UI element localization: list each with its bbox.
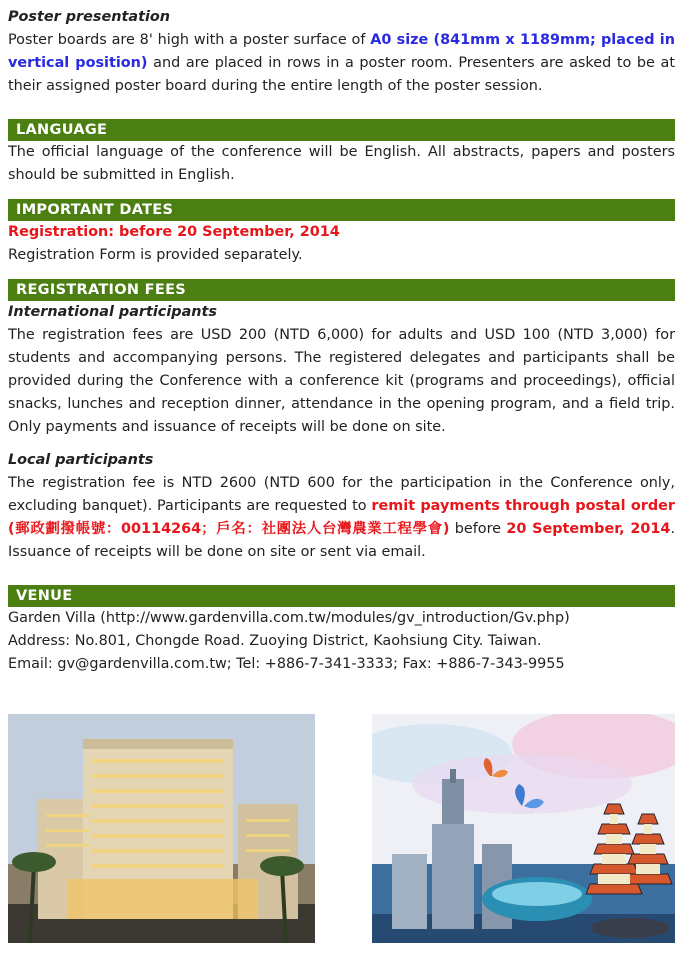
local-heading: Local participants [8, 452, 154, 468]
dates-header: IMPORTANT DATES [8, 199, 675, 221]
poster-text-1: Poster boards are 8' high with a poster surface of [8, 32, 371, 48]
venue-contact: Email: gv@gardenvilla.com.tw; Tel: +886-7-341-3333; Fax: +886-7-343-9955 [8, 656, 565, 672]
local-deadline: 20 September, 2014 [506, 521, 671, 537]
poster-text-2: and are placed in rows in a poster room. Presenters are asked to be at their assigned poster board during the entire length of the poster session. [8, 55, 675, 94]
intl-heading: International participants [8, 304, 217, 320]
local-text-3: . Issuance of receipts will be done on site or sent via email. [8, 521, 676, 560]
venue-header: VENUE [8, 585, 675, 607]
postal-order-highlight: remit payments through postal order (郵政劃撥帳號：00114264；戶名：社團法人台灣農業工程學會) [8, 498, 675, 537]
intl-text: The registration fees are USD 200 (NTD 6,000) for adults and USD 100 (NTD 3,000) for students and accompanying persons. The registered delegates and participants shall be provided during the Conference with a conference kit (programs and proceedings), official snacks, lunches and reception dinner, attendance in the opening program, and a field trip. Only payments and issuance of receipts will be done on site. [8, 327, 675, 435]
poster-section [8, 6, 675, 98]
registration-form-note: Registration Form is provided separately. [8, 247, 303, 263]
poster-size-highlight: A0 size (841mm x 1189mm; placed in vertical position) [8, 32, 675, 71]
registration-deadline: Registration: before 20 September, 2014 [8, 224, 340, 240]
kaohsiung-collage [372, 714, 675, 943]
content [8, 6, 675, 676]
kaohsiung-illustration [372, 714, 675, 943]
venue-address: Address: No.801, Chongde Road. Zuoying District, Kaohsiung City. Taiwan. [8, 633, 542, 649]
venue-url: Garden Villa (http://www.gardenvilla.com.tw/modules/gv_introduction/Gv.php) [8, 610, 570, 626]
local-text [8, 472, 675, 564]
language-text: The official language of the conference will be English. All abstracts, papers and posters should be submitted in English. [8, 144, 675, 183]
poster-text [8, 29, 675, 98]
local-text-2: before [449, 521, 507, 537]
hotel-illustration [8, 714, 315, 943]
hotel-photo [8, 714, 315, 943]
poster-heading: Poster presentation [8, 9, 171, 25]
local-text-1: The registration fee is NTD 2600 (NTD 600 for the participation in the Conference only, excluding banquet). Participants are requested to [8, 475, 675, 514]
language-header: LANGUAGE [8, 119, 675, 141]
fees-header: REGISTRATION FEES [8, 279, 675, 301]
